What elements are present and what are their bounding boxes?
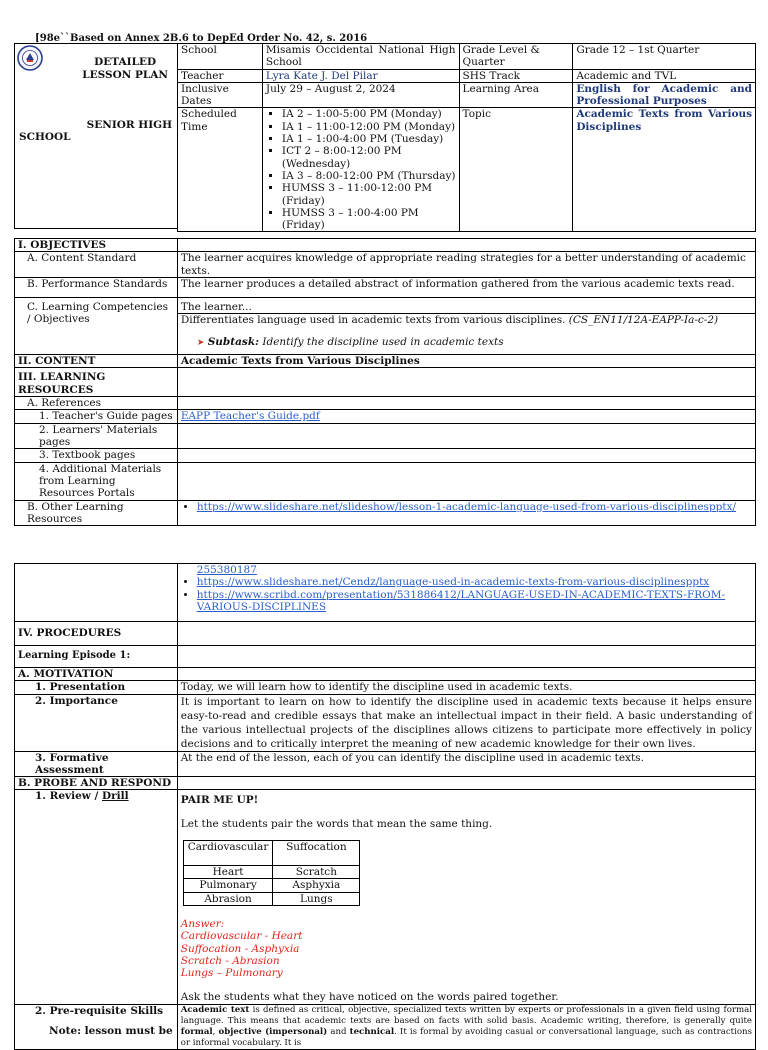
answer-line: Lungs – Pulmonary [180,967,283,980]
schedule-item: ▪ HUMSS 3 – 1:00-4:00 PM (Friday) [282,207,456,232]
answer-line: Scratch - Abrasion [180,954,280,967]
procedures-heading: IV. PROCEDURES [15,622,178,646]
time-label: Scheduled Time [178,108,263,232]
content-standard-value: The learner acquires knowledge of appropriate reading strategies for a better understanding of academic texts. [177,252,755,278]
plan-title: DETAILED LESSON PLAN [82,56,168,81]
importance-value: It is important to learn on how to identify the discipline used in academic texts because it helps ensure easy-to-read and credible essays that make an intellectual impact in their field. A basic understanding of the various intellectual projects of the disciplines allows citizens to participate more effectively in policy decisions and to critically interpret the meaning of new academic knowledge for their own lives. [177,694,755,751]
arrow-bullet-icon: ➤ [196,338,205,349]
subtask-value: Identify the discipline used in academic texts [262,336,504,349]
resource-link-1-cont[interactable]: 255380187 [196,564,257,576]
textbook-label: 3. Textbook pages [15,449,178,462]
performance-standard-value: The learner produces a detailed abstract of information gathered from the various academic texts read. [177,277,755,297]
grade-value: Grade 12 – 1st Quarter [573,44,756,70]
dates-label: Inclusive Dates [178,82,263,108]
resources-heading: III. LEARNING RESOURCES [15,368,178,397]
tg-label: 1. Teacher's Guide pages [15,410,178,423]
performance-standard-label: B. Performance Standards [15,277,178,297]
presentation-value: Today, we will learn how to identify the discipline used in academic texts. [177,681,755,694]
objectives-heading: I. OBJECTIVES [15,239,178,252]
pair-cell: Lungs [273,892,360,905]
schedule-item: ▪ IA 3 – 8:00-12:00 PM (Thursday) [282,170,456,182]
motivation-heading: A. MOTIVATION [15,668,178,681]
competency-code: (CS_EN11/12A-EAPP-Ia-c-2) [568,314,719,327]
schedule-item: ▪ IA 2 – 1:00-5:00 PM (Monday) [282,108,456,120]
competency-intro: The learner... [177,297,755,313]
header-left-block [14,43,178,229]
episode-label: Learning Episode 1: [15,646,178,668]
pair-cell: Abrasion [183,892,273,905]
pair-cell: Cardiovascular [183,841,273,866]
lm-label: 2. Learners' Materials pages [15,423,178,449]
content-heading: II. CONTENT [15,355,178,368]
prereq-value: Academic text is defined as critical, objective, specialized texts written by experts or professionals in a given field using formal language. This means that academic texts are based on facts with solid basis. Academic writing, therefore, is generally quite formal, objective (impersonal) and technical. It is formal by avoiding casual or conversational language, such as contractions or informal vocabulary. It is [177,1004,755,1049]
grade-label: Grade Level & Quarter [459,44,573,70]
prereq-label: 2. Pre-requisite Skills Note: lesson must be [15,1004,178,1049]
subtask-label: Subtask: [207,336,259,349]
tg-link[interactable]: EAPP Teacher's Guide.pdf [180,410,320,423]
resource-link-1[interactable]: https://www.slideshare.net/slideshow/lesson-1-academic-language-used-from-various-disciplinespptx/ [196,500,737,513]
formative-value: At the end of the lesson, each of you can identify the discipline used in academic texts. [177,751,755,777]
schedule-item: ▪ HUMSS 3 – 11:00-12:00 PM (Friday) [282,182,456,207]
area-label: Learning Area [459,82,573,108]
answer-line: Suffocation - Asphyxia [180,942,300,955]
other-resources-label: B. Other Learning Resources [15,500,178,526]
school-type-2: SCHOOL [19,131,71,143]
pair-cell: Pulmonary [183,879,273,892]
note-label: Note: lesson must be [49,1025,173,1038]
presentation-label: 1. Presentation [15,681,178,694]
track-label: SHS Track [459,69,573,82]
importance-label: 2. Importance [15,694,178,751]
activity-title: PAIR ME UP! [180,794,259,807]
answer-label: Answer: [180,917,225,930]
topic-value: Academic Texts from Various Disciplines [573,108,756,232]
schedule-item: ▪ IA 1 – 1:00-4:00 PM (Tuesday) [282,133,456,145]
competency-value: Differentiates language used in academic texts from various disciplines. [180,314,566,327]
header-table [177,43,756,232]
dates-value: July 29 – August 2, 2024 [262,82,459,108]
ask-students: Ask the students what they have noticed on the words paired together. [180,991,559,1004]
competency-label: C. Learning Competencies / Objectives [15,297,178,354]
school-label: School [178,44,263,70]
objectives-table [14,238,756,526]
schedule-item: ▪ IA 1 – 11:00-12:00 PM (Monday) [282,121,456,133]
review-cell [177,790,755,1004]
pair-cell: Suffocation [273,841,360,866]
review-label: 1. Review / Drill [15,790,178,1004]
activity-instruction: Let the students pair the words that mean the same thing. [180,817,493,830]
school-value: Misamis Occidental National High School [262,44,459,70]
answer-line: Cardiovascular - Heart [180,930,303,943]
school-type: SENIOR HIGH [86,119,172,131]
resource-link-3[interactable]: https://www.scribd.com/presentation/531886412/LANGUAGE-USED-IN-ACADEMIC-TEXTS-FROM-VARIOUS-DISCIPLINES [196,588,726,613]
teacher-value: Lyra Kate J. Del Pilar [262,69,459,82]
resource-link-2[interactable]: https://www.slideshare.net/Cendz/language-used-in-academic-texts-from-various-disciplinespptx [196,576,710,589]
area-value: English for Academic and Professional Purposes [573,82,756,108]
track-value: Academic and TVL [573,69,756,82]
formative-label: 3. Formative Assessment [15,751,178,777]
content-standard-label: A. Content Standard [15,252,178,278]
pair-cell: Asphyxia [273,879,360,892]
schedule-item: ▪ ICT 2 – 8:00-12:00 PM (Wednesday) [282,145,456,170]
references-label: A. References [15,397,178,410]
schedule-list [266,108,456,231]
subtask-line [181,336,752,349]
procedures-table [14,563,756,1050]
schedule-cell [262,108,459,232]
teacher-label: Teacher [178,69,263,82]
competency-cell [177,314,755,355]
probe-heading: B. PROBE AND RESPOND [15,777,178,790]
content-value: Academic Texts from Various Disciplines [177,355,755,368]
competency-value-line [181,314,752,326]
pair-cell: Scratch [273,866,360,879]
pair-table [183,840,361,906]
topic-label: Topic [459,108,573,232]
pair-cell: Heart [183,866,273,879]
annex-line: [98e``Based on Annex 2B.6 to DepEd Order No. 42, s. 2016 [35,33,368,44]
additional-materials-label: 4. Additional Materials from Learning Resources Portals [15,462,178,500]
